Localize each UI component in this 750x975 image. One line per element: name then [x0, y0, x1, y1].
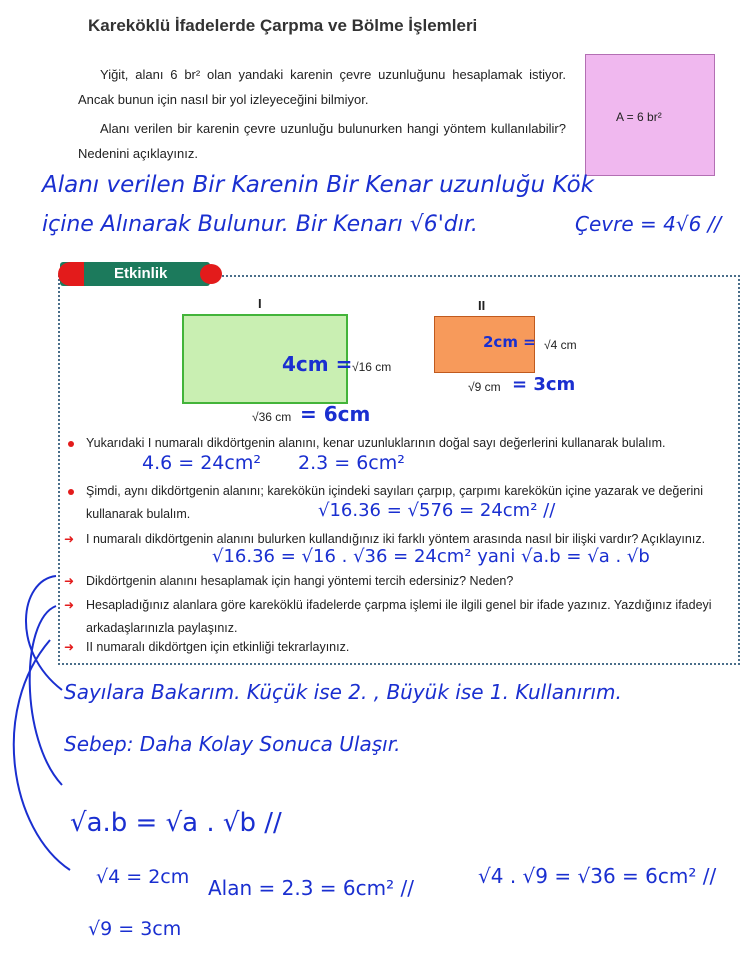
rect2-side-label: √4 cm — [544, 338, 577, 352]
activity-badge — [60, 262, 210, 286]
page-title: Kareköklü İfadelerde Çarpma ve Bölme İşlemleri — [88, 16, 478, 35]
handwritten-reason: Sebep: Daha Kolay Sonuca Ulaşır. — [64, 732, 401, 756]
handwritten-answer-4: Sayılara Bakarım. Küçük ise 2. , Büyük ise 1. Kullanırım. — [64, 680, 622, 704]
rect2-hw-side: 2cm = — [483, 333, 536, 351]
intro-paragraph-2: Alanı verilen bir karenin çevre uzunluğu bulunurken hangi yöntem kullanılabilir? Nedenini açıklayınız. — [78, 121, 566, 161]
rect2-hw-bottom: = 3cm — [512, 374, 576, 395]
bullet-icon — [68, 441, 74, 447]
handwritten-general-rule: √a.b = √a . √b // — [70, 808, 282, 838]
rect1-side-label: √16 cm — [352, 360, 392, 374]
item-text: Dikdörtgenin alanını hesaplamak için hangi yöntemi tercih edersiniz? Neden? — [86, 574, 514, 588]
rect1-bottom-label: √36 cm — [252, 410, 292, 424]
arrow-to-answer-3 — [30, 606, 62, 785]
arrow-icon: ➜ — [64, 532, 75, 546]
item-3-answer: √16.36 = √16 . √36 = 24cm² yani √a.b = √a . √b — [212, 546, 650, 567]
item-2-answer: √16.36 = √576 = 24cm² // — [318, 500, 556, 521]
rect1-hw-side: 4cm = — [282, 352, 353, 376]
handwritten-area: Alan = 2.3 = 6cm² // — [208, 876, 414, 900]
intro-paragraph-1: Yiğit, alanı 6 br² olan yandaki karenin çevre uzunluğunu hesaplamak istiyor. Ancak bunun için nasıl bir yol izleyeceğini bilmiyor. — [78, 67, 566, 107]
handwritten-sqrt9: √9 = 3cm — [88, 918, 182, 940]
item-text: I numaralı dikdörtgenin alanını bulurken kullandığınız iki farklı yöntem arasında nasıl bir ilişki vardır? Açıklayınız. — [86, 532, 706, 546]
arrow-to-answer-1 — [26, 576, 62, 690]
handwritten-arrows — [0, 560, 120, 900]
square-area-label: A = 6 br² — [616, 110, 662, 124]
activity-item-4 — [64, 570, 736, 593]
handwritten-sqrt4: √4 = 2cm — [96, 866, 190, 888]
rect2-label: II — [478, 298, 486, 313]
arrow-icon: ➜ — [64, 598, 75, 612]
handwritten-answer-line-1: Alanı verilen Bir Karenin Bir Kenar uzunluğu Kök — [42, 172, 594, 198]
handwritten-product: √4 . √9 = √36 = 6cm² // — [478, 864, 717, 888]
item-1-answer: 4.6 = 24cm² — [142, 452, 261, 474]
activity-item-5 — [64, 594, 736, 640]
square-figure — [585, 54, 715, 176]
rect1-hw-bottom: = 6cm — [300, 402, 371, 426]
handwritten-perimeter: Çevre = 4√6 // — [575, 212, 722, 236]
item-text: II numaralı dikdörtgen için etkinliği tekrarlayınız. — [86, 640, 350, 654]
item-text: Şimdi, aynı dikdörtgenin alanını; karekökün içindeki sayıları çarpıp, çarpımı karekökün içine yazarak ve değerini kullanarak bulalım. — [86, 484, 703, 521]
badge-dot-icon — [200, 264, 222, 284]
badge-arrow-icon — [58, 262, 84, 286]
item-1-answer-2: 2.3 = 6cm² — [298, 452, 405, 474]
bullet-icon — [68, 489, 74, 495]
rect1-label: I — [258, 296, 262, 311]
activity-item-6 — [64, 636, 736, 659]
item-text: Yukarıdaki I numaralı dikdörtgenin alanını, kenar uzunluklarının doğal sayı değerlerini kullanarak bulalım. — [86, 436, 666, 450]
rect2-bottom-label: √9 cm — [468, 380, 501, 394]
badge-label: Etkinlik — [114, 265, 168, 282]
arrow-icon: ➜ — [64, 640, 75, 654]
arrow-to-answer-4 — [14, 640, 70, 870]
handwritten-answer-line-2: içine Alınarak Bulunur. Bir Kenarı √6'dır. — [42, 212, 478, 237]
arrow-icon: ➜ — [64, 574, 75, 588]
item-text: Hesapladığınız alanlara göre kareköklü ifadelerde çarpma işlemi ile ilgili genel bir ifade yazınız. Yazdığınız ifadeyi arkadaşlarınızla paylaşınız. — [86, 598, 712, 635]
